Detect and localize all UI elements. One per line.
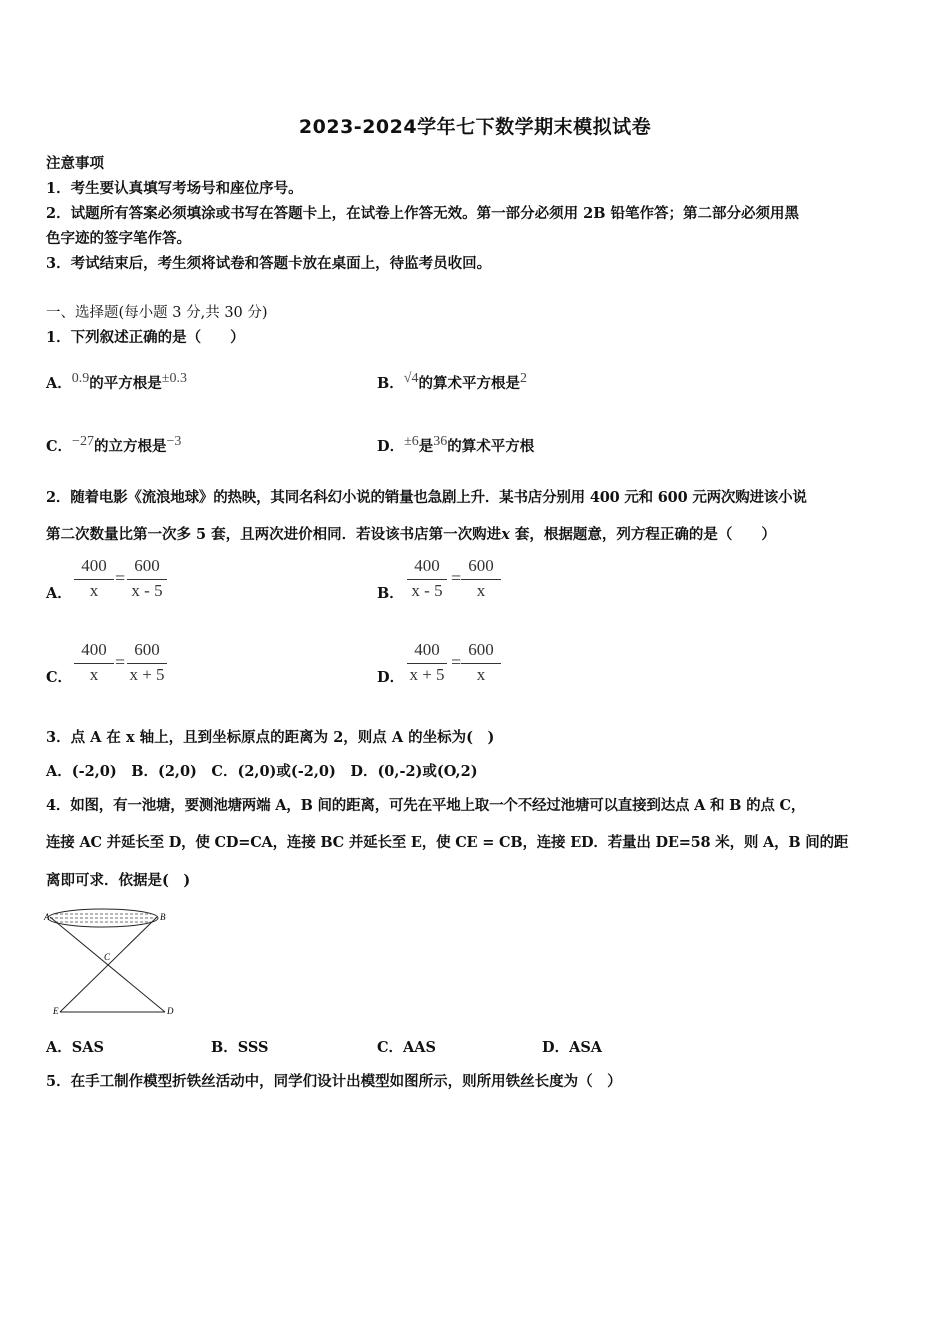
fraction-bar <box>407 579 447 580</box>
option-text: 是 <box>418 438 434 455</box>
numerator: 600 <box>134 640 160 659</box>
q4-option: D．ASA <box>542 1039 603 1056</box>
point-label-B: B <box>160 912 166 922</box>
option-label: B． <box>377 375 404 392</box>
fraction-bar <box>461 663 501 664</box>
math-expr: 0.9 <box>71 371 90 386</box>
math-expr: 2 <box>519 371 527 386</box>
question-1-stem: 1．下列叙述正确的是（ ） <box>46 329 245 346</box>
option-label: A． <box>46 375 72 392</box>
q4-option: A．SAS <box>46 1039 104 1056</box>
q2-option-label: B． <box>377 585 404 602</box>
question-5-stem: 5．在手工制作模型折铁丝活动中，同学们设计出模型如图所示，则所用铁丝长度为（ ） <box>46 1073 622 1090</box>
equals-sign: = <box>451 652 462 672</box>
notice-item: 色字迹的签字笔作答。 <box>46 230 191 247</box>
segment-BE <box>60 917 157 1012</box>
math-expr: −27 <box>72 434 94 449</box>
question-2-text: 第二次数量比第一次多 5 套，且两次进价相同．若设该书店第一次购进 <box>46 526 502 543</box>
notice-item: 3．考试结束后，考生须将试卷和答题卡放在桌面上，待监考员收回。 <box>46 255 492 272</box>
fraction-bar <box>74 579 114 580</box>
question-2-text: 套，根据题意，列方程正确的是（ ） <box>509 526 776 543</box>
denominator: x <box>476 665 486 684</box>
numerator: 600 <box>468 640 494 659</box>
question-4-line: 离即可求．依据是( ) <box>46 872 191 889</box>
question-4-line: 连接 AC 并延长至 D，使 CD=CA，连接 BC 并延长至 E，使 CE = CB，连接 ED．若量出 DE=58 米，则 A，B 间的距 <box>46 834 849 851</box>
option-text: 的算术平方根是 <box>418 375 520 392</box>
q1-option-c <box>46 435 181 456</box>
equals-sign: = <box>115 568 126 588</box>
fraction-bar <box>407 663 447 664</box>
q2-option-label: A． <box>46 585 72 602</box>
numerator: 600 <box>468 556 494 575</box>
denominator: x + 5 <box>409 665 445 684</box>
numerator: 400 <box>81 556 107 575</box>
denominator: x <box>89 665 99 684</box>
fraction-bar <box>127 579 167 580</box>
point-label-C: C <box>104 952 111 962</box>
option-text: 的立方根是 <box>93 438 167 455</box>
pond-figure <box>40 900 180 1025</box>
math-expr: ±6 <box>404 434 419 449</box>
fraction-bar <box>74 663 114 664</box>
denominator: x - 5 <box>131 581 163 600</box>
point-label-E: E <box>53 1006 59 1016</box>
numerator: 400 <box>81 640 107 659</box>
equals-sign: = <box>451 568 462 588</box>
notice-item: 2．试题所有答案必须填涂或书写在答题卡上，在试卷上作答无效。第一部分必须用 2B 铅笔作答；第二部分必须用黑 <box>46 205 800 222</box>
page-title: 2023-2024学年七下数学期末模拟试卷 <box>298 116 652 138</box>
denominator: x - 5 <box>411 581 443 600</box>
question-3-options: A．(-2,0) B．(2,0) C．(2,0)或(-2,0) D．(0,-2)或(O,2) <box>46 763 478 780</box>
denominator: x + 5 <box>129 665 165 684</box>
question-2-line <box>46 523 776 544</box>
math-expr: 36 <box>433 434 448 449</box>
option-label: C． <box>46 438 73 455</box>
q4-option: C．AAS <box>377 1039 437 1056</box>
q1-option-b <box>377 372 527 393</box>
denominator: x <box>89 581 99 600</box>
math-expr: −3 <box>166 434 182 449</box>
numerator: 600 <box>134 556 160 575</box>
point-label-A: A <box>44 912 50 922</box>
q1-option-d <box>377 435 534 456</box>
math-expr: ±0.3 <box>161 371 187 386</box>
option-label: D． <box>377 438 405 455</box>
fraction-bar <box>127 663 167 664</box>
equals-sign: = <box>115 652 126 672</box>
option-text: 的算术平方根 <box>447 438 535 455</box>
section-heading: 一、选择题(每小题 3 分,共 30 分) <box>46 305 268 321</box>
q2-option-label: C． <box>46 669 73 686</box>
fraction-bar <box>461 579 501 580</box>
question-4-line: 4．如图，有一池塘，要测池塘两端 A，B 间的距离，可先在平地上取一个不经过池塘可以直接到达点 A 和 B 的点 C， <box>46 797 806 814</box>
q4-option: B．SSS <box>211 1039 269 1056</box>
pond-hatching <box>50 914 156 922</box>
question-3-stem: 3．点 A 在 x 轴上，且到坐标原点的距离为 2，则点 A 的坐标为( ) <box>46 729 495 746</box>
notice-heading: 注意事项 <box>46 155 104 172</box>
question-2-line: 2．随着电影《流浪地球》的热映，其同名科幻小说的销量也急剧上升．某书店分别用 400 元和 600 元两次购进该小说 <box>46 489 807 506</box>
math-expr: √4 <box>403 371 419 386</box>
segment-AD <box>50 917 165 1012</box>
variable-x: x <box>501 526 510 543</box>
q2-option-label: D． <box>377 669 405 686</box>
point-label-D: D <box>167 1006 174 1016</box>
denominator: x <box>476 581 486 600</box>
option-text: 的平方根是 <box>89 375 162 392</box>
notice-item: 1．考生要认真填写考场号和座位序号。 <box>46 180 303 197</box>
q1-option-a <box>46 372 187 393</box>
numerator: 400 <box>414 640 440 659</box>
numerator: 400 <box>414 556 440 575</box>
